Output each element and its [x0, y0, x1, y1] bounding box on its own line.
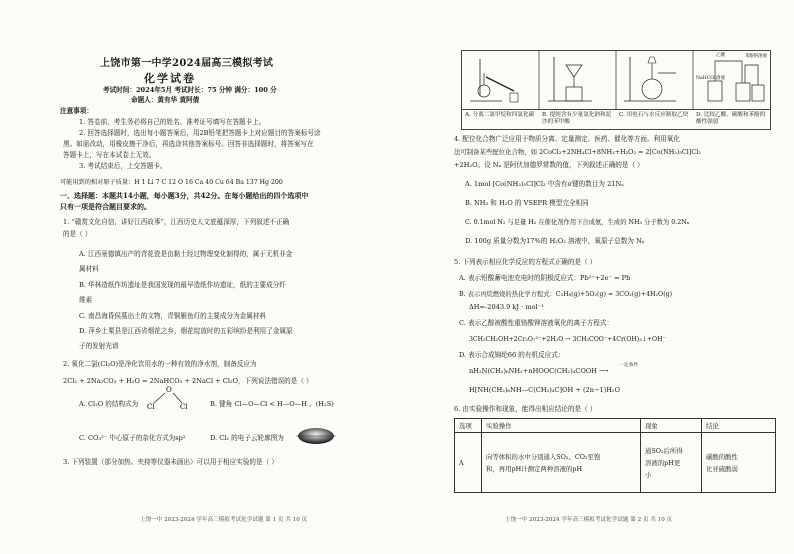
apparatus-tag-phenoxide: 苯酚钠溶液 [745, 54, 767, 59]
q2-option-b: B. 键角 Cl—O—Cl < H—O—H 。(H₂S) [210, 400, 334, 408]
q6-table [454, 418, 776, 493]
cell-line: 通SO₂后所得 [645, 447, 683, 455]
table-header-row [455, 419, 776, 433]
exam-authors: 命题人：黄有华 黄阿倩 [131, 96, 200, 104]
q1-option-b-2: 维素 [79, 296, 93, 304]
cell-line: 小 [645, 471, 652, 479]
apparatus-label-b: B. 提纯含有少量氯化钠和泥沙的苯甲酸 [542, 112, 612, 125]
cell-line: 和，再用pH计测定两种溶液的pH [486, 465, 583, 473]
q5-option-c: C. 表示乙醇被酸性重铬酸钾溶液氧化的离子方程式： [459, 319, 614, 327]
page-right [397, 0, 794, 554]
q2-equation: 2Cl₂ + 2Na₂CO₃ + H₂O = 2NaHCO₃ + 2NaCl + Cl₂O，下列说法错误的是（ ） [63, 377, 313, 385]
q5-option-c-2: 3CH₃CH₂OH+2Cr₂O₇²⁻+2H₂O → 3CH₃COO⁻+4Cr(OH)₃↓+OH⁻ [469, 336, 666, 343]
q4-option-d: D. 100g 质量分数为17%的 H₂O₂ 溶液中，氧原子总数为 Nₐ [465, 237, 645, 245]
table-cell-option: A [455, 433, 482, 493]
apparatus-label-row [462, 109, 770, 130]
atomic-masses: 可能用到的相对原子质量：H 1 Li 7 C 12 O 16 Ca 40 Cu 64 Ba 137 Hg 200 [60, 179, 283, 186]
note-line: 1. 答卷前，考生务必将自己的姓名、准考证号填写在答题卡上。 [79, 118, 266, 126]
q5-option-d-3: H⁅NH(CH₂)₆NH—C(CH₂)₄C⁆OH + (2n−1)H₂O [469, 386, 621, 394]
q1-option-a-2: 属材料 [79, 265, 99, 273]
table-cell-phenomenon [641, 433, 702, 493]
distillation-apparatus-icon [470, 59, 518, 102]
q1-option-d: D. 萍乡上栗县是江西省烟花之乡，烟花绽放时的五彩缤纷是利用了金属原 [79, 327, 293, 335]
q1-stem-2: 的是（ ） [63, 230, 92, 238]
page-footer: 上饶一中 2023-2024 学年高三模拟考试化学试题 第 2 页 共 10 页 [505, 517, 673, 523]
table-header-cell: 实验操作 [482, 419, 641, 433]
section-heading: 一、选择题：本题共14小题，每小题3分，共42分。在每小题给出的四个选项中 [60, 191, 309, 200]
q5-option-d: D. 表示合成锦纶66 的有机反应式： [459, 351, 565, 359]
q3-stem: 3. 下列装置（部分加热、夹持等仪器未画出）可以用于相应实验的是（ ） [63, 458, 278, 466]
note-line: 答题卡上，写在本试卷上无效。 [63, 151, 156, 159]
cell-line: 溶液的pH更 [645, 459, 681, 467]
q2-option-d: D. Cl₂ 的电子云轮廓图为 [210, 434, 284, 442]
table-header-cell: 现象 [641, 419, 702, 433]
q6-stem: 6. 由实验操作和现象，能得出相应结论的是（ ） [454, 405, 597, 413]
cl2o-structure-diagram [144, 384, 194, 412]
q1-option-b: B. 华林造纸作坊遗址是我国发现的最早造纸作坊遗址，纸的主要成分纤 [79, 281, 286, 289]
exam-info: 考试时间：2024年5月 考试时长：75 分钟 满分：100 分 [103, 86, 277, 94]
q4-stem-2: 法可制备某些配位化合物，如 2CoCl₂+2NH₄Cl+8NH₃+H₂O₂ = 2[Co(NH₃)₅Cl]Cl₂ [454, 148, 701, 156]
apparatus-tag-acetic-acid: 乙酸 [716, 53, 726, 58]
q5-option-b: B. 表示丙烷燃烧的热化学方程式：C₃H₈(g)+5O₂(g) = 3CO₂(g)+4H₂O(g) [459, 291, 673, 298]
q5-option-a: A. 表示铅酸蓄电池充电时的阴极反应式：Pb²⁺+2e⁻ = Pb [459, 274, 631, 282]
q5-option-d-2: nH₂N(CH₂)₆NH₂+nHOOC(CH₂)₄COOH ⟶ [469, 367, 609, 375]
cell-line: 向等体积的水中分别通入SO₂、CO₂至饱 [486, 453, 601, 461]
apparatus-tag-nahco3: NaHCO₃溶液 [696, 76, 726, 81]
table-row [455, 433, 776, 493]
q4-option-c: C. 0.1mol N₂ 与足量 H₂ 在催化剂作用下合成氨，生成的 NH₃ 分子数为 0.2Nₐ [465, 219, 690, 226]
exam-subtitle: 化学试卷 [144, 72, 196, 85]
acid-comparison-apparatus-icon [708, 61, 764, 101]
note-line: 3. 考试结束后，上交答题卡。 [79, 162, 167, 170]
q4-option-b: B. NH₃ 和 H₂O 的 VSEPR 模型完全相同 [465, 199, 589, 207]
q4-stem-3: +2H₂O。设 Nₐ 是阿伏加德罗常数的值，下列叙述正确的是（ ） [454, 161, 644, 169]
cell-line: 碳酸的酸性 [706, 453, 738, 461]
filtration-apparatus-icon [548, 57, 592, 101]
table-cell-conclusion [702, 433, 776, 493]
svg-text:O: O [166, 386, 172, 394]
q5-stem: 5. 下列表示相应化学反应的方程式正确的是（ ） [454, 258, 597, 266]
svg-text:Cl: Cl [147, 403, 155, 411]
section-heading-2: 只有一项是符合题目要求的。 [60, 202, 151, 211]
q5-option-b-2: ΔH=-2043.9 kJ · mol⁻¹ [469, 303, 544, 311]
table-header-cell: 选项 [455, 419, 482, 433]
table-cell-operation [482, 433, 641, 493]
table-header-cell: 结论 [702, 419, 776, 433]
q2-option-c: C. CO₃²⁻ 中心原子的杂化方式为sp² [79, 434, 186, 442]
cell-line: 比亚硫酸弱 [706, 465, 738, 473]
flask-apparatus-icon [624, 57, 676, 101]
note-line: 黑。如需改动，用橡皮擦干净后，再选涂其他答案标号。回答非选择题时，将答案写在 [63, 140, 314, 148]
apparatus-label-d: D. 比较乙酸、碳酸和苯酚的酸性强弱 [696, 112, 766, 125]
q5-reaction-condition: 一定条件 [619, 363, 639, 368]
notes-heading: 注意事项： [60, 107, 93, 115]
q1-option-c: C. 南昌海昏侯墓出土的文物，青铜雁鱼灯的主要成分为金属材料 [79, 312, 267, 320]
svg-text:Cl: Cl [180, 403, 188, 411]
q2-option-a: A. Cl₂O 的结构式为 [79, 400, 139, 408]
q2-stem: 2. 氧化二氯(Cl₂O)是净化饮用水的一种有效的净水剂，制备反应为 [63, 360, 257, 368]
apparatus-label-c: C. 用电石与水反应制取乙炔 [619, 112, 689, 118]
q4-stem: 4. 配位化合物广泛应用于物质分离、定量测定、医药、催化等方面。利用氧化 [454, 135, 680, 143]
apparatus-strip [461, 50, 771, 130]
q1-stem: 1. “赣赏文化自信，讲好江西故事”，江西历史人文底蕴深厚，下列叙述不正确 [63, 218, 290, 226]
q1-option-a: A. 江西景德镇出产的青花瓷是由黏土经过物理变化制得的，属于无机非金 [79, 250, 293, 258]
apparatus-label-a: A. 分离二氯甲烷和四氯化碳 [465, 112, 535, 118]
q4-option-a: A. 1mol [Co(NH₃)₅Cl]Cl₂ 中含有σ键的数目为 21Nₐ [465, 180, 624, 188]
note-line: 2. 回答选择题时，选出每小题答案后，用2B铅笔把答题卡上对应题目的答案标号涂 [79, 129, 321, 137]
electron-cloud-icon [296, 426, 336, 446]
exam-title: 上饶市第一中学2024届高三模拟考试 [100, 58, 274, 69]
q1-option-d-2: 子的发射光谱 [79, 342, 119, 350]
page-footer: 上饶一中 2023-2024 学年高三模拟考试化学试题 第 1 页 共 10 页 [140, 517, 308, 523]
